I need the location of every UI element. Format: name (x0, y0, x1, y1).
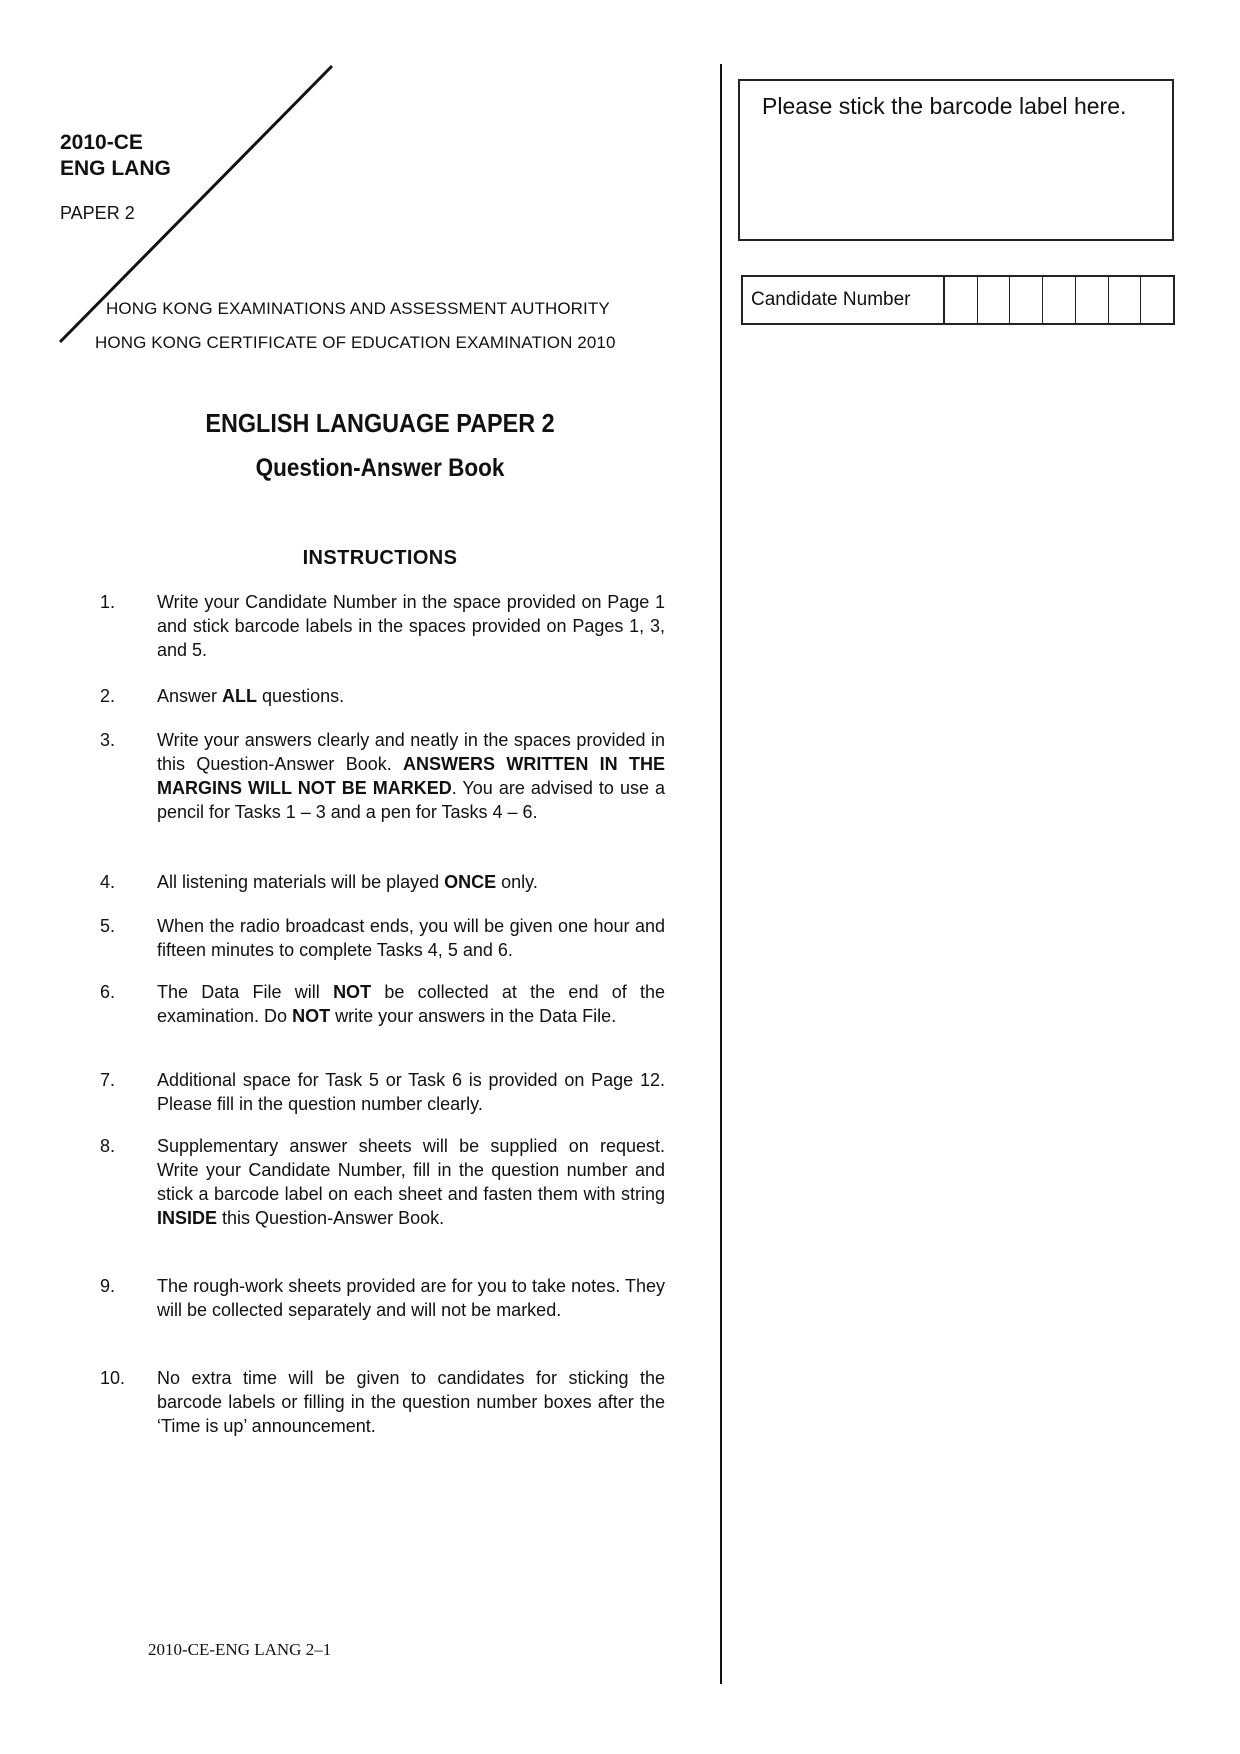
instruction-number: 5. (100, 916, 116, 936)
instruction-number: 3. (100, 730, 116, 750)
instruction-emphasis: ONCE (444, 872, 497, 892)
instruction-text (157, 1366, 665, 1438)
instruction-emphasis: INSIDE (157, 1208, 218, 1228)
instruction-text (157, 1274, 665, 1322)
page-divider (720, 64, 722, 1684)
instruction-segment: The Data File will (157, 982, 334, 1002)
instruction-emphasis: ANSWERS WRITTEN IN THE MARGINS WILL NOT BE MARKED (157, 754, 665, 798)
candidate-number-cell (1141, 277, 1173, 323)
instruction-number: 4. (100, 872, 116, 892)
instruction-segment: Supplementary answer sheets will be supplied on request. Write your Candidate Number, fill in the question number and stick a barcode label on each sheet and fasten them with string (157, 1136, 665, 1204)
instruction-segment: . You are advised to use a pencil for Tasks 1 – 3 and a pen for Tasks 4 – 6. (157, 778, 665, 822)
candidate-number-cell (1010, 277, 1043, 323)
paper-code-year: 2010-CE (60, 131, 143, 154)
candidate-number-cell (1043, 277, 1076, 323)
instruction-segment: write your answers in the Data File. (330, 1006, 617, 1026)
instruction-text (157, 870, 665, 894)
candidate-number-cell (978, 277, 1011, 323)
instruction-number: 6. (100, 982, 116, 1002)
candidate-number-label: Candidate Number (743, 277, 945, 323)
instruction-segment: No extra time will be given to candidates for sticking the barcode labels or filling in the question number boxes after the ‘Time is up’ announcement. (157, 1368, 665, 1436)
page-footer-code: 2010-CE-ENG LANG 2–1 (148, 1640, 332, 1659)
instruction-segment: questions. (257, 686, 345, 706)
paper-code-number: PAPER 2 (60, 203, 135, 223)
instruction-segment: The rough-work sheets provided are for you to take notes. They will be collected separately and will not be marked. (157, 1276, 665, 1320)
instruction-segment: Write your Candidate Number in the space provided on Page 1 and stick barcode labels in the spaces provided on Pages 1, 3, and 5. (157, 592, 665, 660)
candidate-number-cell (1076, 277, 1109, 323)
instruction-number: 7. (100, 1070, 116, 1090)
instruction-text (157, 590, 665, 662)
barcode-label-text: Please stick the barcode label here. (762, 93, 1127, 119)
instruction-number: 10. (100, 1368, 126, 1388)
instruction-segment: All listening materials will be played (157, 872, 445, 892)
paper-code-subject: ENG LANG (60, 157, 171, 180)
barcode-label-box (738, 79, 1174, 241)
instruction-text (157, 1134, 665, 1230)
instruction-segment: this Question-Answer Book. (217, 1208, 445, 1228)
instruction-segment: Write your answers clearly and neatly in the spaces provided in this Question-Answer Book. (157, 730, 665, 774)
paper-title: ENGLISH LANGUAGE PAPER 2 (205, 408, 555, 438)
authority-name: HONG KONG EXAMINATIONS AND ASSESSMENT AUTHORITY (106, 299, 610, 318)
instruction-emphasis: ALL (222, 686, 258, 706)
candidate-number-cell (1109, 277, 1142, 323)
instruction-number: 8. (100, 1136, 116, 1156)
instructions-heading: INSTRUCTIONS (302, 547, 458, 569)
instruction-text (157, 728, 665, 824)
candidate-number-cell (945, 277, 978, 323)
instruction-emphasis: NOT (333, 982, 372, 1002)
instruction-text (157, 1068, 665, 1116)
instruction-number: 1. (100, 592, 116, 612)
instruction-text (157, 914, 665, 962)
exam-name: HONG KONG CERTIFICATE OF EDUCATION EXAMINATION 2010 (95, 333, 616, 352)
instruction-segment: When the radio broadcast ends, you will be given one hour and fifteen minutes to complete Tasks 4, 5 and 6. (157, 916, 665, 960)
instruction-segment: be collected at the end of the examination. Do (157, 982, 666, 1026)
instruction-text (157, 980, 665, 1028)
book-subtitle: Question-Answer Book (255, 454, 505, 482)
instruction-segment: Additional space for Task 5 or Task 6 is provided on Page 12. Please fill in the question number clearly. (157, 1070, 665, 1114)
candidate-number-box (741, 275, 1175, 325)
instruction-emphasis: NOT (292, 1006, 331, 1026)
instruction-segment: only. (496, 872, 538, 892)
instruction-number: 2. (100, 686, 116, 706)
instruction-segment: Answer (157, 686, 223, 706)
instruction-number: 9. (100, 1276, 116, 1296)
instruction-text (157, 684, 665, 708)
